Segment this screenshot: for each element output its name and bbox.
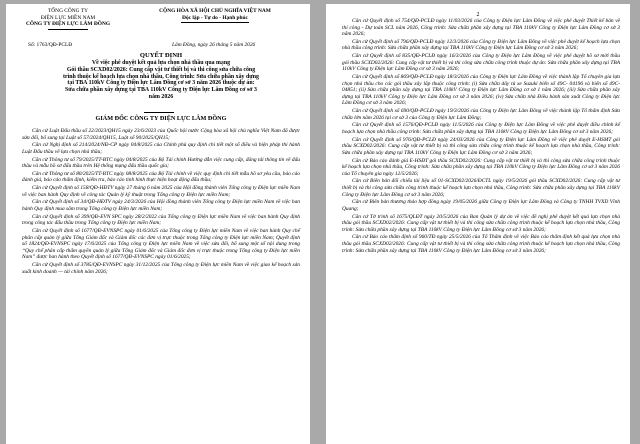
org-underline — [48, 29, 88, 30]
legal-basis-paragraph: Căn cứ Quyết định số 796/QĐ-PCLĐ ngày 12/3/2026 của Công ty Điện lực Lâm Đồng về việc phê duyệt kế hoạch lựa chọn nhà thầu công trình: Sửa chữa phần xây dựng tại TBA 110kV Công ty Điện lực Lâm Đồng cơ sở 3 năm 2026; — [342, 38, 620, 52]
org-bottom: CÔNG TY ĐIỆN LỰC LÂM ĐỒNG — [25, 21, 111, 28]
legal-basis-paragraph: Căn cứ Nghị định số 214/2024/NĐ-CP ngày 04/8/2025 của Chính phủ quy định chi tiết một số điều và biện pháp thi hành Luật Đấu thầu về lựa chọn nhà thầu; — [22, 142, 300, 155]
document-date: Lâm Đồng, ngày 26 tháng 5 năm 2026 — [172, 42, 256, 48]
legal-basis-paragraph: Căn cứ Tờ trình số 1675/QLĐT ngày 20/5/2026 của Ban Quản lý dự án về việc đề nghị phê duyệt kết quả lựa chọn nhà thầu gói thầu SCXD02/2026: Cung cấp vật tư thiết bị và thi công sửa chữa công trình thuộc kế hoạch lựa chọn nhà thầu, Công trình: Sửa chữa phần xây dựng tại TBA 110kV Công ty Điện lực Lâm Đồng cơ sở 3 năm 2026; — [342, 213, 620, 233]
legal-basis-paragraph: Căn cứ Báo cáo thẩm định số 960/TĐ ngày 25/5/2026 của Tổ Thẩm định về việc Báo cáo thẩm định kết quả lựa chọn nhà thầu gói thầu SCXD02/2026: Cung cấp vật tư thiết bị và thi công sửa chữa công trình thuộc kế hoạch lựa chọn nhà thầu, Công trình: Sửa chữa phần xây dựng tại TBA 110kV Công ty Điện lực Lâm Đồng cơ sở 3 năm 2026; — [342, 234, 620, 254]
subject-line: Sửa chữa phần xây dựng tại TBA 110kV Công ty Điện lực Lâm Đồng cơ sở 3 — [65, 87, 257, 94]
subject-line: Gói thầu SCXD02/2026: Cung cấp vật tư thiết bị và thi công sửa chữa công — [66, 66, 256, 73]
document-page-2 — [326, 4, 630, 444]
legal-basis-paragraph: Căn cứ Báo cáo đánh giá E-HSĐT gói thầu SCXD02/2026: Cung cấp vật tư thiết bị và thi công sửa chữa công trình thuộc kế hoạch lựa chọn nhà thầu, Công trình: Sửa chữa phần xây dựng tại TBA 110kV Công ty Điện lực Lâm Đồng cơ sở 3 năm 2026 của Tổ chuyên gia ngày 12/5/2026; — [342, 157, 620, 177]
national-motto: Độc lập - Tự do - Hạnh phúc — [182, 14, 248, 21]
subject-line: năm 2026 — [148, 93, 174, 100]
subject-line: trình thuộc kế hoạch lựa chọn nhà thầu, Công trình: Sửa chữa phần xây dựng — [63, 73, 259, 80]
legal-basis-paragraph: Căn cứ Quyết định số 158/QĐ-HĐTV ngày 27 tháng 6 năm 2025 của Hội đồng thành viên Tổng công ty Điện lực miền Nam về việc ban hành Quy định về công tác Quản lý kỹ thuật trong Tổng công ty Điện lực miền Nam; — [22, 185, 300, 198]
document-page-1 — [6, 4, 310, 444]
legal-basis-paragraph: Căn cứ Biên bản thương thảo hợp đồng ngày 19/05/2026 giữa Công ty Điện lực Lâm Đồng và Công ty TNHH TVXD Vĩnh Quang; — [342, 199, 620, 212]
legal-basis-paragraph: Căn cứ Quyết định số 976/QĐ-PCLĐ ngày 24/03/2026 của Công ty Điện lực Lâm Đồng về việc phê duyệt E-HSMT gói thầu SCXD02/2026: Cung cấp vật tư thiết bị và thi công sửa chữa công trình thuộc kế hoạch lựa chọn nhà thầu, Công trình: Sửa chữa phần xây dựng tại TBA 110kV Công ty Điện lực Lâm Đồng cơ sở 3 năm 2026; — [342, 136, 620, 156]
legal-basis-paragraph: Căn cứ Thông tư số 79/2025/TT-BTC ngày 04/8/2025 của Bộ Tài chính Hướng dẫn việc cung cấp, đăng tải thông tin về đấu thầu và mẫu hồ sơ đấu thầu trên Hệ thống mạng đấu thầu quốc gia; — [22, 156, 300, 170]
subject-line: Về việc phê duyệt kết quả lựa chọn nhà thầu qua mạng — [91, 60, 231, 66]
legal-basis-paragraph: Căn cứ Quyết định số 3785/QĐ-EVNSPC ngày 31/12/2025 của Tổng công ty Điện lực miền Nam về việc giao kế hoạch sản xuất kinh doanh — tài chính năm 2026; — [22, 262, 300, 275]
legal-basis-paragraph: Căn cứ Quyết định số 34/QĐ-HĐTV ngày 24/3/2026 của Hội đồng thành viên Tổng công ty Điện lực miền Nam về việc ban hành Quy định mua sắm trong Tổng công ty Điện lực miền Nam; — [22, 199, 300, 212]
national-heading — [130, 8, 300, 23]
issuing-authority: GIÁM ĐỐC CÔNG TY ĐIỆN LỰC LÂM ĐỒNG — [95, 115, 227, 122]
legal-basis-paragraph: Căn cứ Quyết định số 1677/QĐ-EVNSPC ngày 01/6/2025 của Tổng công ty Điện lực miền Nam về việc ban hành Quy chế phân cấp quản lý giữa Tổng Giám đốc và Giám đốc các đơn vị trực thuộc trong Tổng công ty Điện lực miền Nam; Quyết định số 1824/QĐ-EVNSPC ngày 17/6/2025 của Tổng công ty Điện lực miền Nam về việc sửa đổi, bổ sung một số nội dung trong “Quy chế phân cấp thẩm quyền quản lý giữa Tổng Giám đốc và Giám đốc đơn vị trực thuộc trong Tổng công ty Điện lực miền Nam” được ban hành theo Quyết định số 1677/QĐ-EVNSPC ngày 01/6/2025; — [22, 227, 300, 261]
document-subject — [22, 60, 300, 101]
legal-basis-paragraph: Căn cứ Quyết định số 754/QĐ-PCLĐ ngày 11/03/2026 của Công ty Điện lực Lâm Đồng về việc phê duyệt Thiết kế bản vẽ thi công - Dự toán SCL năm 2026, Công trình: Sửa chữa phần xây dựng tại TBA 110kV Công ty Điện lực Lâm Đồng cơ sở 3 năm 2026; — [342, 18, 620, 38]
legal-basis-paragraph: Căn cứ Quyết định số 1576/QĐ-PCLĐ ngày 11/5/2026 của Công ty Điện lực Lâm Đồng về việc phê duyệt điều chỉnh kế hoạch lựa chọn nhà thầu công trình: Sửa chữa phần xây dựng tại TBA 110kV Công ty Điện lực Lâm Đồng cơ sở 3 năm 2026; — [342, 122, 620, 135]
legal-basis-list-continued — [342, 18, 620, 255]
org-mid: ĐIỆN LỰC MIỀN NAM — [40, 14, 96, 21]
document-title: QUYẾT ĐỊNH — [139, 52, 183, 59]
motto-underline — [181, 22, 249, 23]
legal-basis-paragraph: Căn cứ Quyết định số 690/QĐ-PCLĐ ngày 19/3/2026 của Công ty Điện lực Lâm Đồng về việc thành lập Tổ thẩm định Sửa chữa lớn năm 2026 tại cơ sở 3 của Công ty Điện lực Lâm Đồng; — [342, 108, 620, 121]
legal-basis-list — [22, 128, 300, 276]
subject-underline — [144, 112, 174, 113]
document-number: Số: 1763/QĐ-PCLĐ — [28, 42, 73, 48]
legal-basis-paragraph: Căn cứ Thông tư số 80/2025/TT-BTC ngày 08/8/2025 của Bộ Tài chính về việc quy định chi tiết mẫu hồ sơ yêu cầu, báo cáo đánh giá, báo cáo thẩm định, kiểm tra, báo cáo tình hình thực hiện hoạt động đấu thầu; — [22, 170, 300, 184]
document-header — [22, 8, 300, 44]
legal-basis-paragraph: Căn cứ Biên bản đối chiếu tài liệu số 01-SCXD02/2026/ĐCTL ngày 19/5/2026 gói thầu SCXD02/2026: Cung cấp vật tư thiết bị và thi công sửa chữa công trình thuộc kế hoạch lựa chọn nhà thầu, Công trình: Sửa chữa phần xây dựng tại TBA 110kV Công ty Điện lực Lâm Đồng cơ sở 3 năm 2026; — [342, 178, 620, 198]
nation-name: CỘNG HÒA XÃ HỘI CHỦ NGHĨA VIỆT NAM — [159, 8, 271, 14]
issuing-organization — [22, 8, 114, 29]
legal-basis-paragraph: Căn cứ Quyết định số 869/QĐ-PCLĐ ngày 18/3/2026 của Công ty Điện lực Lâm Đồng về việc thành lập Tổ chuyên gia lựa chọn nhà thầu cho các gói thầu xây lắp thuộc công trình: (i) Sửa chữa dãy tủ xe Suzuki biển số 49C- 04196 và biển số 49C- 04851; (ii) Sửa chữa phần xây dựng tại TBA 110kV Công ty Điện lực Lâm Đồng cơ sở 1 năm 2026; (iii) Sửa chữa phần xây dựng tại TBA 110kV Công ty Điện lực Lâm Đồng cơ sở 3 năm 2026; (iv) Sửa chữa nhà Điều hành sản xuất Công ty Điện lực Lâm Đồng cơ sở 3 năm 2026; — [342, 74, 620, 107]
subject-line: tại TBA 110kV Công ty Điện lực Lâm Đồng cơ sở 3 năm 2026 thuộc dự án: — [67, 80, 255, 87]
page-number: 2 — [476, 12, 480, 18]
org-top: TỔNG CÔNG TY — [47, 8, 89, 14]
legal-basis-paragraph: Căn cứ Luật Đấu thầu số 22/2023/QH15 ngày 23/6/2023 của Quốc hội nước Cộng hòa xã hội chủ nghĩa Việt Nam đã được sửa đổi, bổ sung tại Luật số 57/2024/QH15, Luật số 90/2025/QH15; — [22, 128, 300, 141]
legal-basis-paragraph: Căn cứ Quyết định số 399/QĐ-EVN SPC ngày 28/2/2022 của Tổng công ty Điện lực miền Nam về việc ban hành Quy định trong công tác đấu thầu trong Tổng công ty Điện lực miền Nam; — [22, 213, 300, 227]
legal-basis-paragraph: Căn cứ Quyết định số 835/QĐ-PCLĐ ngày 16/3/2026 của Công ty Điện lực Lâm Đồng về việc phê duyệt hồ sơ mời thầu gói thầu SCXD02/2026: Cung cấp vật tư thiết bị và thi công sửa chữa công trình thuộc dự án: Sửa chữa phần xây dựng tại TBA 110kV Công ty Điện lực Lâm Đồng cơ sở 3 năm 2026; — [342, 53, 620, 73]
